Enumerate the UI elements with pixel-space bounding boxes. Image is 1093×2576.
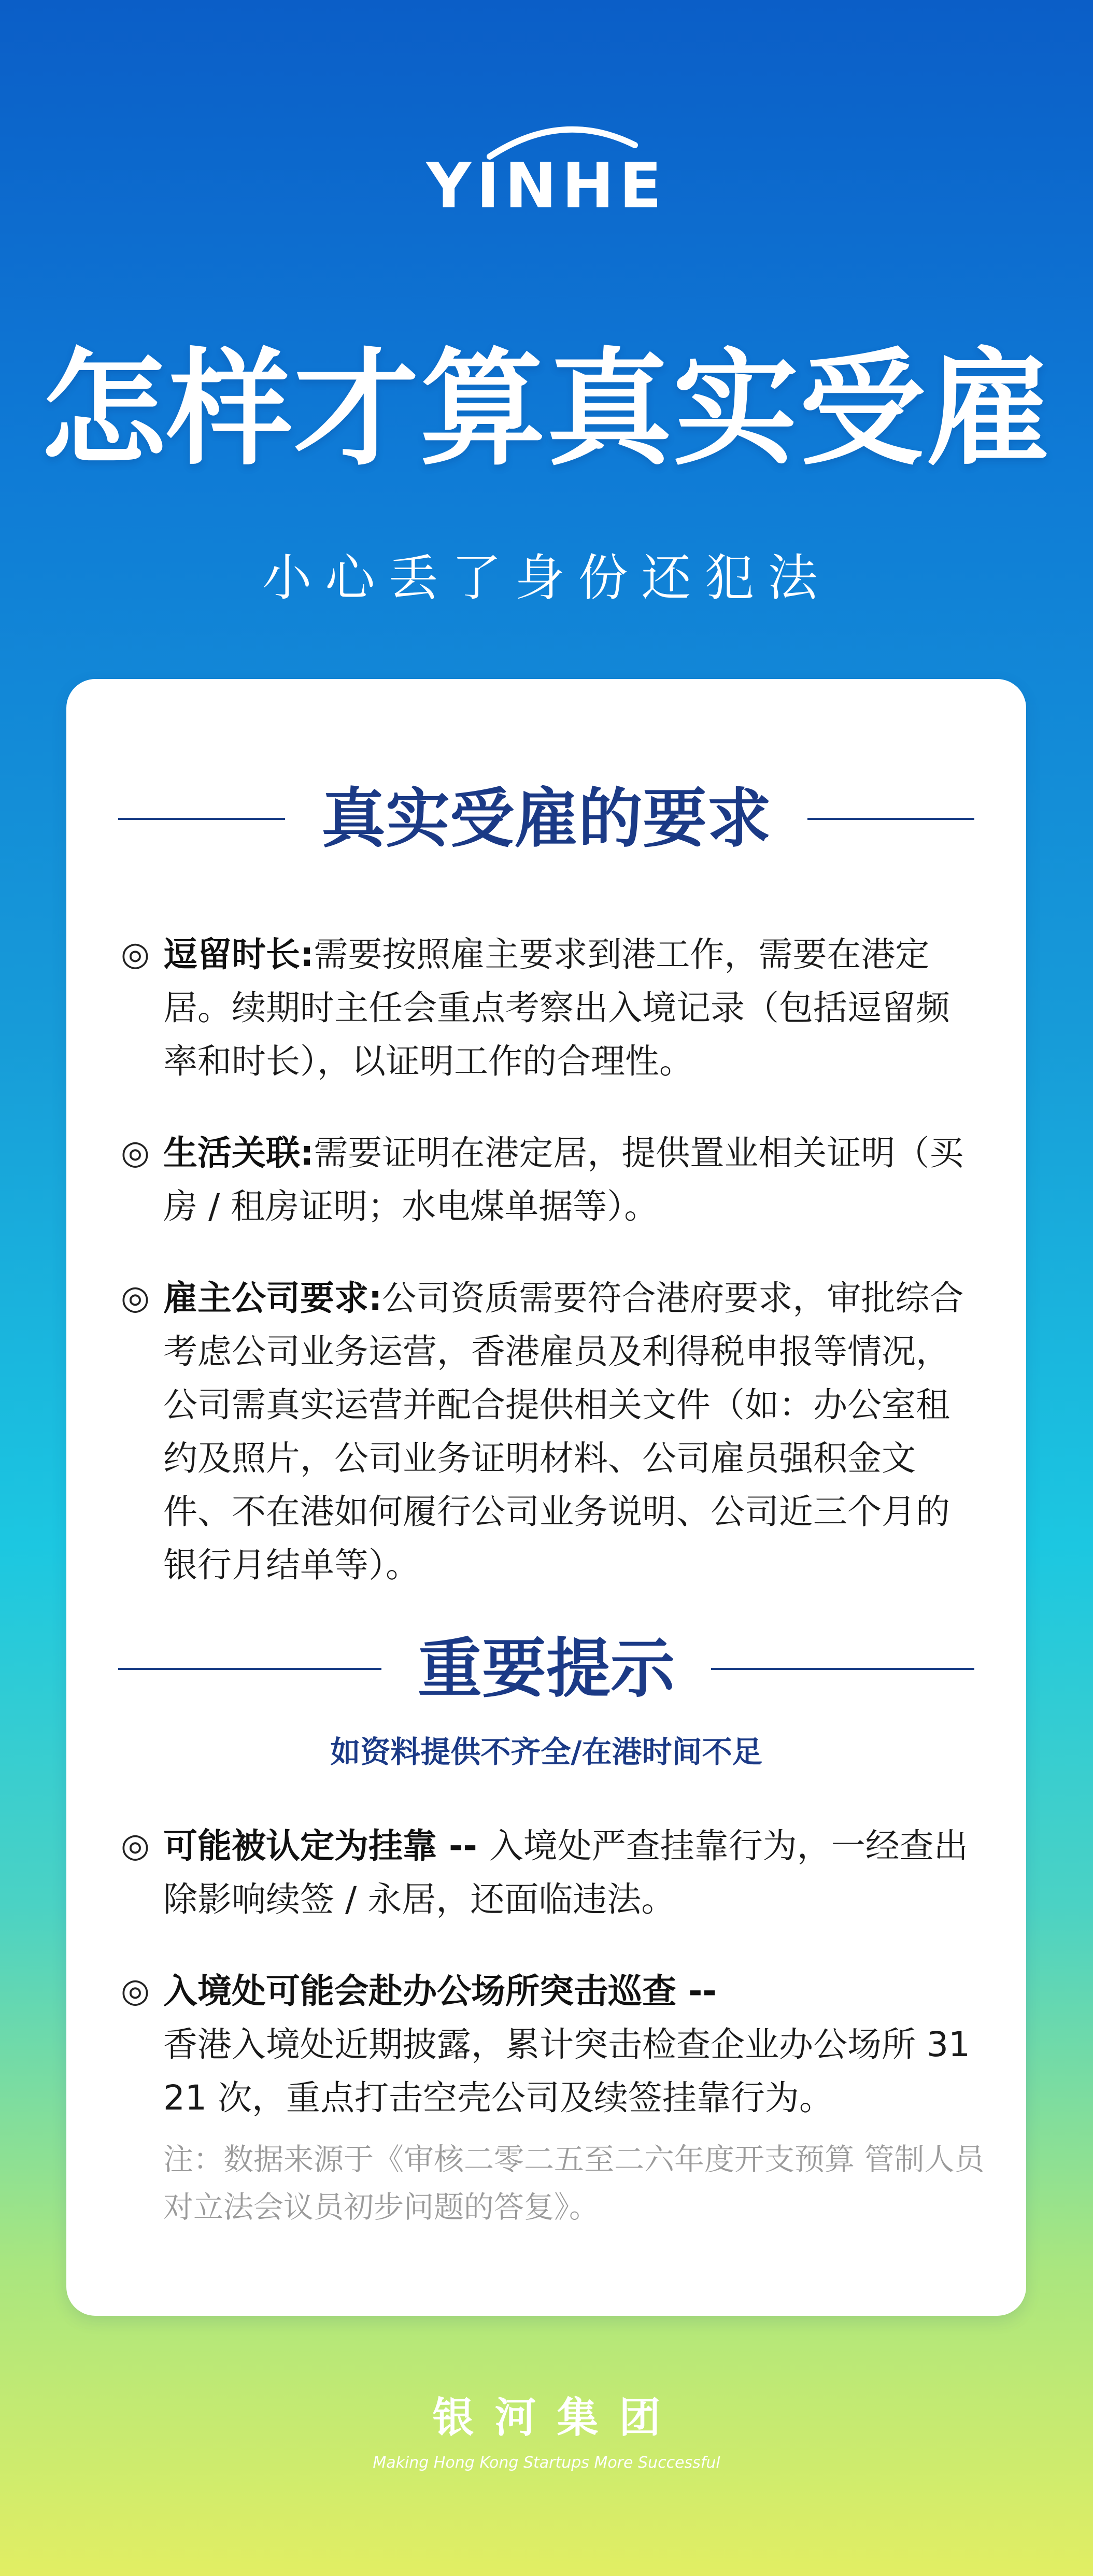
item-separator: --	[676, 1971, 717, 2011]
bullet-icon: ◎	[121, 1827, 150, 1865]
list-item	[121, 1271, 981, 1592]
page-title: 怎样才算真实受雇	[40, 336, 1053, 483]
list-item	[121, 928, 981, 1088]
bullet-icon: ◎	[121, 1279, 150, 1317]
logo-wordmark: YINHE	[426, 150, 667, 222]
bullet-icon: ◎	[121, 935, 150, 973]
content-card	[66, 679, 1026, 2316]
footer-slogan: Making Hong Kong Startups More Successful	[373, 2454, 720, 2472]
yinhe-logo	[0, 114, 1093, 222]
section-title: 重要提示	[418, 1632, 675, 1706]
item-text: 入境处严查挂靠行为，一经查出除影响续签 / 永居，还面临违法。	[163, 1826, 968, 1919]
requirements-list	[121, 928, 981, 1630]
item-lead: 入境处可能会赴办公场所突击巡查	[163, 1971, 676, 2011]
section-heading-notice	[66, 1627, 1026, 1710]
item-text: 公司资质需要符合港府要求，审批综合考虑公司业务运营，香港雇员及利得税申报等情况，公司需真实运营并配合提供相关文件（如：办公室租约及照片，公司业务证明材料、公司雇员强积金文件、不在港如何履行公司业务说明、公司近三个月的银行月结单等）。	[163, 1278, 964, 1585]
page-subtitle: 小心丢了身份还犯法	[262, 549, 831, 607]
divider-line	[807, 818, 974, 820]
item-lead: 雇主公司要求:	[163, 1278, 382, 1318]
list-item	[121, 1819, 981, 1926]
item-text: 需要按照雇主要求到港工作，需要在港定居。续期时主任会重点考察出入境记录（包括逗留频率和时长），以证明工作的合理性。	[163, 935, 950, 1081]
bullet-icon: ◎	[121, 1134, 150, 1172]
section-heading-requirements	[66, 777, 1026, 860]
item-lead: 生活关联:	[163, 1133, 314, 1173]
item-separator: --	[437, 1826, 489, 1866]
divider-line	[118, 818, 285, 820]
list-item	[121, 1964, 981, 2125]
section-subnote: 如资料提供不齐全/在港时间不足	[330, 1734, 762, 1770]
footer-brand-name: 银河集团	[432, 2394, 682, 2442]
divider-line	[711, 1668, 974, 1670]
section-title: 真实受雇的要求	[321, 782, 772, 856]
item-text: 香港入境处近期披露，累计突击检查企业办公场所 3121 次，重点打击空壳公司及续签挂靠行为。	[163, 2025, 970, 2118]
item-lead: 逗留时长:	[163, 935, 314, 974]
item-lead: 可能被认定为挂靠	[163, 1826, 437, 1866]
notice-list	[121, 1819, 981, 2163]
divider-line	[118, 1668, 381, 1670]
list-item	[121, 1126, 981, 1233]
source-footnote: 注：数据来源于《审核二零二五至二六年度开支预算 管制人员对立法会议员初步问题的答复》。	[163, 2142, 985, 2225]
bullet-icon: ◎	[121, 1972, 150, 2010]
item-text: 需要证明在港定居，提供置业相关证明（买房 / 租房证明；水电煤单据等）。	[163, 1133, 964, 1226]
